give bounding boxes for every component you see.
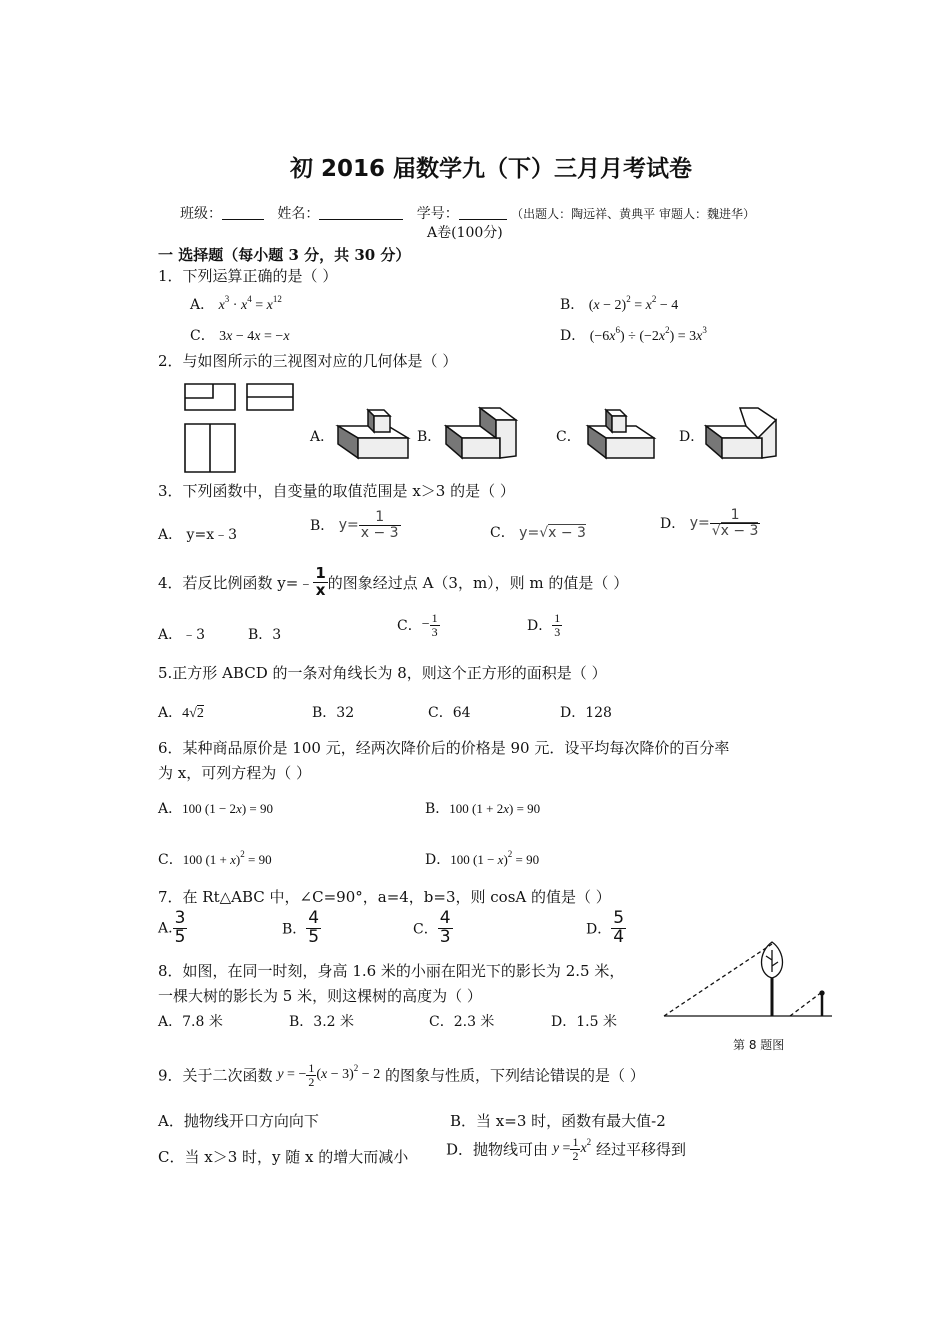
q6-option-b[interactable]: B．100 (1 + 2x) = 90	[425, 801, 541, 817]
q9-stem: 9．关于二次函数 y = − $\frac{1}{2}$ $(x - 3)^2 - 2$ 的图象与性质，下列结论错误的是（ ）	[158, 1061, 645, 1089]
q5-option-a[interactable]: A．4√2	[158, 705, 204, 721]
q6-option-a[interactable]: A．100 (1 − 2x) = 90	[158, 801, 273, 817]
q4-option-b[interactable]: B．3	[248, 627, 282, 643]
volume-label: A卷(100分)	[427, 225, 503, 241]
q6-option-d[interactable]: D．100 $(1 - x)^2 = 90$	[425, 849, 540, 868]
student-info-line	[180, 203, 755, 223]
section-heading: 一 选择题（每小题 3 分，共 30 分）	[158, 246, 411, 264]
name-blank[interactable]	[319, 205, 403, 220]
front-view	[185, 384, 235, 410]
q1-option-d[interactable]: D． $(-6x^6) \div (-2x^2) = 3x^3$	[560, 325, 707, 344]
student-id-label: 学号：	[416, 206, 459, 222]
q1-stem: 1．下列运算正确的是（ ）	[158, 267, 338, 285]
q2-solid-b[interactable]	[444, 404, 520, 462]
q9-option-a[interactable]: A．抛物线开口方向向下	[158, 1112, 319, 1130]
q7-option-c[interactable]: C． $\frac{4}{3}$	[413, 908, 451, 947]
q2-option-b-label[interactable]: B．	[417, 429, 442, 445]
q2-solid-a[interactable]	[336, 404, 410, 462]
q7-option-a[interactable]: A. $\frac{3}{5}$	[158, 908, 186, 947]
q1-option-b[interactable]: B． $(x - 2)^2 = x^2 - 4$	[560, 294, 679, 313]
q5-option-b[interactable]: B．32	[312, 705, 355, 721]
q3-option-b[interactable]: B． y= $\frac{1}{x - 3}$	[310, 509, 399, 541]
page-title: 初 2016 届数学九（下）三月月考试卷	[290, 156, 693, 182]
class-blank[interactable]	[222, 205, 264, 220]
q6-stem-line1: 6．某种商品原价是 100 元，经两次降价后的价格是 90 元．设平均每次降价的百分率	[158, 739, 730, 757]
q8-option-d[interactable]: D．1.5 米	[551, 1014, 617, 1030]
q7-stem: 7．在 Rt△ABC 中，∠C=90°，a=4，b=3，则 cosA 的值是（ ）	[158, 888, 611, 906]
tree-sun-ray	[664, 944, 772, 1016]
q8-option-b[interactable]: B．3.2 米	[289, 1014, 355, 1030]
q5-option-d[interactable]: D．128	[560, 705, 612, 721]
q6-stem-line2: 为 x，可列方程为（ ）	[158, 764, 311, 782]
q8-option-c[interactable]: C．2.3 米	[429, 1014, 495, 1030]
q3-stem: 3．下列函数中，自变量的取值范围是 x＞3 的是（ ）	[158, 482, 515, 500]
authors-note: （出题人：陶远祥、黄典平 审题人：魏进华）	[511, 207, 755, 221]
q3-option-c[interactable]: C． y=√x − 3	[490, 525, 586, 541]
q7-option-d[interactable]: D． $\frac{5}{4}$	[586, 908, 625, 947]
q4-option-d[interactable]: D． $\frac{1}{3}$	[527, 611, 561, 639]
student-id-blank[interactable]	[459, 205, 507, 220]
q3-option-a[interactable]: A． y=x﹣3	[158, 527, 238, 543]
q4-option-a[interactable]: A．﹣3	[158, 627, 206, 643]
q6-option-c[interactable]: C．100 $(1 + x)^2 = 90$	[158, 849, 272, 868]
q8-figure-caption: 第 8 题图	[733, 1038, 785, 1052]
q3-option-d[interactable]: D． y= $\frac{1}{√x - 3}$	[660, 507, 759, 539]
q9-option-d[interactable]: D．抛物线可由 y = $\frac{1}{2}$ $x^2$ 经过平移得到	[446, 1135, 686, 1163]
three-view-figure	[183, 382, 295, 474]
q1-option-a[interactable]: A． $x^3 \cdot x^4 = x^{12}$	[190, 294, 282, 313]
q4-stem: 4．若反比例函数 y=﹣ $\frac{1}{x}$ 的图象经过点 A（3，m），则 m 的值是（ ）	[158, 564, 629, 599]
q2-option-a-label[interactable]: A．	[310, 429, 335, 445]
q5-option-c[interactable]: C．64	[428, 705, 471, 721]
q8-option-a[interactable]: A．7.8 米	[158, 1014, 223, 1030]
q2-solid-c[interactable]	[586, 404, 658, 462]
q2-option-d-label[interactable]: D．	[679, 429, 705, 445]
q8-stem-line1: 8．如图，在同一时刻，身高 1.6 米的小丽在阳光下的影长为 2.5 米，	[158, 962, 625, 980]
q8-stem-line2: 一棵大树的影长为 5 米，则这棵树的高度为（ ）	[158, 987, 482, 1005]
q9-option-c[interactable]: C．当 x＞3 时，y 随 x 的增大而减小	[158, 1148, 409, 1166]
q2-solid-d[interactable]	[704, 404, 780, 462]
q2-stem: 2．与如图所示的三视图对应的几何体是（ ）	[158, 352, 458, 370]
q9-option-b[interactable]: B．当 x=3 时，函数有最大值-2	[450, 1112, 666, 1130]
person-sun-ray	[790, 992, 822, 1016]
q4-option-c[interactable]: C．− $\frac{1}{3}$	[397, 611, 438, 639]
class-label: 班级：	[180, 206, 222, 222]
q1-option-c[interactable]: C． 3x − 4x = −x	[190, 328, 290, 344]
q7-option-b[interactable]: B． $\frac{4}{5}$	[282, 908, 320, 947]
q2-option-c-label[interactable]: C．	[556, 429, 581, 445]
tree-shadow-figure	[662, 938, 834, 1020]
q5-stem: 5.正方形 ABCD 的一条对角线长为 8，则这个正方形的面积是（ ）	[158, 664, 607, 682]
name-label: 姓名：	[277, 206, 320, 222]
